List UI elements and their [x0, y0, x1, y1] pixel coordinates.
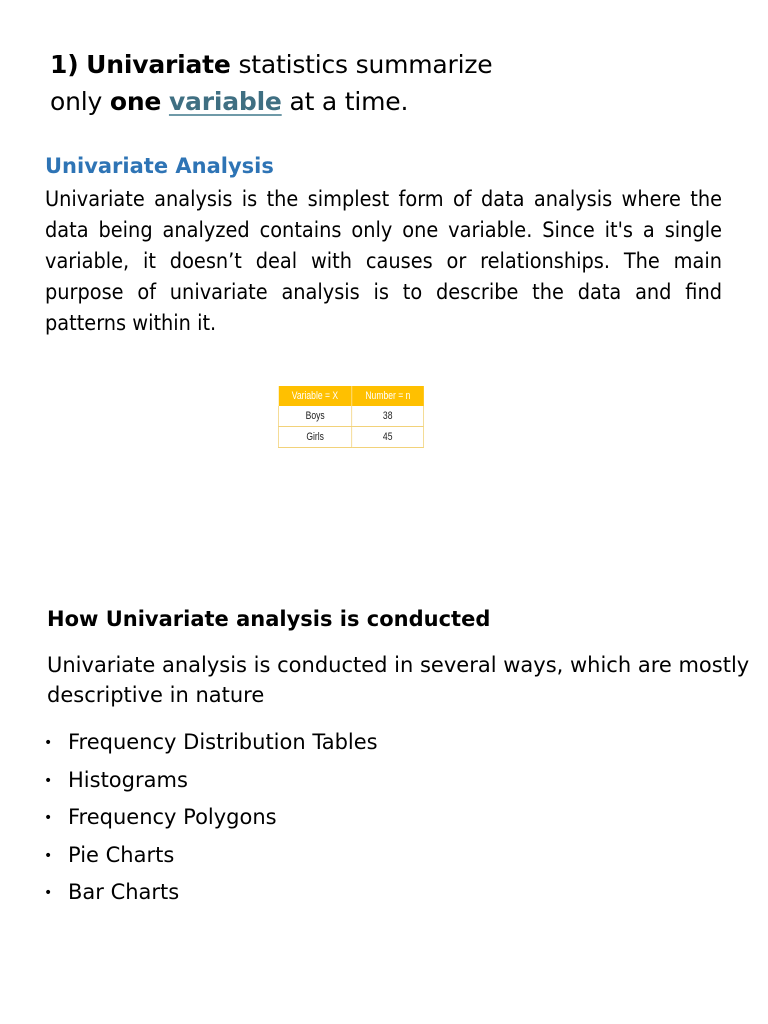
bullet-icon: •: [44, 735, 53, 751]
bullet-icon: •: [44, 847, 53, 864]
table-cell-value: 38: [352, 406, 424, 427]
list-item-label: Frequency Polygons: [68, 805, 277, 829]
heading-text-1: statistics summarize: [238, 50, 493, 79]
bullet-icon: •: [44, 772, 53, 789]
table-row: [278, 406, 423, 427]
heading-text-2: at a time.: [289, 87, 409, 116]
section-title: Univariate Analysis: [45, 154, 274, 178]
frequency-table: [278, 386, 424, 448]
list-item: [44, 877, 378, 915]
methods-list: [44, 727, 378, 915]
table-header-number: Number = n: [352, 386, 424, 406]
table-header-variable: Variable = X: [278, 386, 352, 406]
table-row: [278, 427, 423, 448]
list-item-label: Frequency Distribution Tables: [68, 730, 378, 754]
heading-one: one: [109, 87, 162, 116]
list-item: [44, 727, 378, 765]
list-item-label: Pie Charts: [68, 842, 175, 867]
table-cell-label: Boys: [278, 406, 352, 427]
list-item: [44, 840, 378, 878]
variable-link[interactable]: variable: [168, 87, 282, 116]
table-header-row: [278, 386, 423, 406]
heading-text-only: only: [50, 87, 103, 116]
section-paragraph: Univariate analysis is the simplest form of data analysis where the data being analyzed contains only one variable. Since it's a single variable, it doesn’t deal with causes or relationships. The main purpose of univariate analysis is to describe the data and find patterns within it.: [45, 187, 722, 336]
table-cell-label: Girls: [278, 427, 352, 448]
list-item-label: Histograms: [68, 767, 188, 792]
heading-number: 1): [50, 50, 79, 79]
bullet-icon: •: [44, 810, 53, 826]
how-title: How Univariate analysis is conducted: [47, 607, 491, 631]
list-item-label: Bar Charts: [68, 880, 180, 904]
bullet-icon: •: [44, 885, 53, 901]
definition-heading: [50, 46, 750, 120]
how-intro: Univariate analysis is conducted in several ways, which are mostly descriptive in nature: [47, 653, 750, 707]
list-item: [44, 802, 378, 840]
heading-term: Univariate: [86, 50, 231, 79]
list-item: [44, 765, 378, 803]
table-cell-value: 45: [352, 427, 424, 448]
